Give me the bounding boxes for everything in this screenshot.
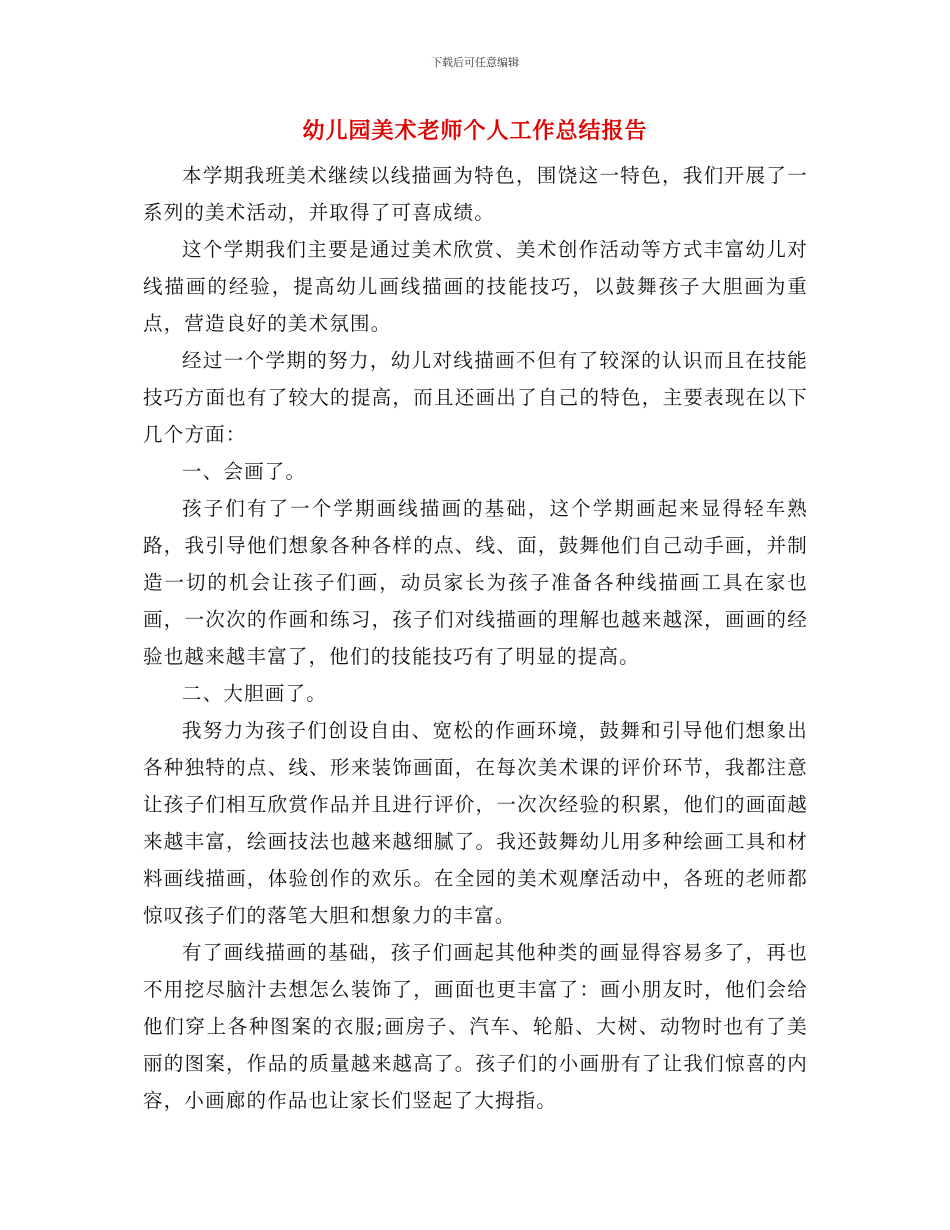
- paragraph: 孩子们有了一个学期画线描画的基础，这个学期画起来显得轻车熟路，我引导他们想象各种各样的点、线、面，鼓舞他们自己动手画，并制造一切的机会让孩子们画，动员家长为孩子准备各种线描画工具在家也画，一次次的作画和练习，孩子们对线描画的理解也越来越深，画画的经验也越来越丰富了，他们的技能技巧有了明显的提高。: [143, 497, 808, 668]
- paragraph: 这个学期我们主要是通过美术欣赏、美术创作活动等方式丰富幼儿对线描画的经验，提高幼儿画线描画的技能技巧，以鼓舞孩子大胆画为重点，营造良好的美术氛围。: [143, 238, 808, 335]
- document-title: 幼儿园美术老师个人工作总结报告: [302, 119, 648, 144]
- paragraph: 本学期我班美术继续以线描画为特色，围饶这一特色，我们开展了一系列的美术活动，并取得了可喜成绩。: [143, 164, 808, 224]
- paragraph: 有了画线描画的基础，孩子们画起其他种类的画显得容易多了，再也不用挖尽脑汁去想怎么装饰了，画面也更丰富了：画小朋友时，他们会给他们穿上各种图案的衣服;画房子、汽车、轮船、大树、动物时也有了美丽的图案，作品的质量越来越高了。孩子们的小画册有了让我们惊喜的内容，小画廊的作品也让家长们竖起了大拇指。: [143, 941, 808, 1112]
- header-note: 下载后可任意编辑: [431, 56, 519, 69]
- paragraph: 经过一个学期的努力，幼儿对线描画不但有了较深的认识而且在技能技巧方面也有了较大的提高，而且还画出了自己的特色，主要表现在以下几个方面：: [143, 349, 808, 446]
- document-body: [143, 157, 808, 1119]
- paragraph: 我努力为孩子们创设自由、宽松的作画环境，鼓舞和引导他们想象出各种独特的点、线、形来装饰画面，在每次美术课的评价环节，我都注意让孩子们相互欣赏作品并且进行评价，一次次经验的积累，他们的画面越来越丰富，绘画技法也越来越细腻了。我还鼓舞幼儿用多种绘画工具和材料画线描画，体验创作的欢乐。在全园的美术观摩活动中，各班的老师都惊叹孩子们的落笔大胆和想象力的丰富。: [143, 719, 808, 927]
- section-heading: 二、大胆画了。: [182, 682, 327, 705]
- section-heading: 一、会画了。: [182, 460, 307, 483]
